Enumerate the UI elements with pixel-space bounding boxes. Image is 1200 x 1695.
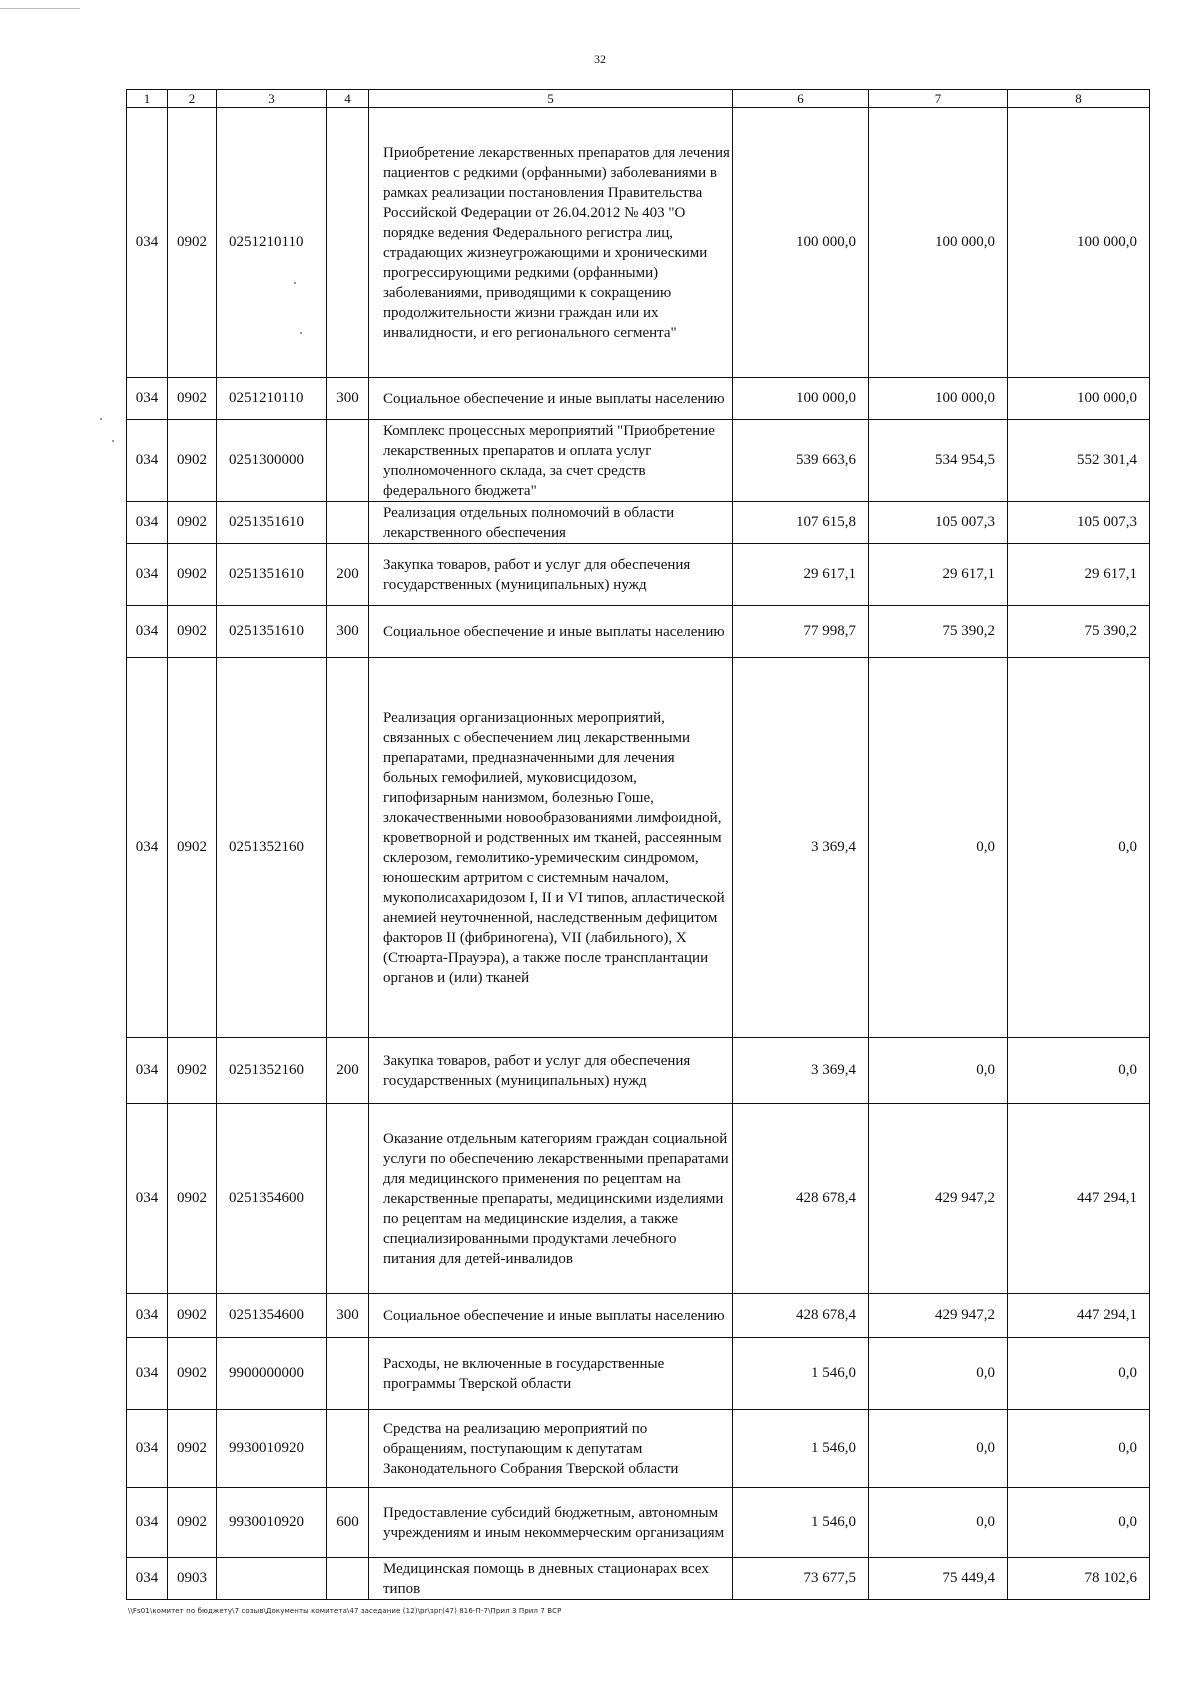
cell-amount-col8: 0,0	[1008, 1410, 1150, 1488]
cell-section: 0902	[168, 108, 217, 378]
cell-section: 0902	[168, 606, 217, 658]
footer-file-path: \\Fs01\комитет по бюджету\7 созыв\Документы комитета\47 заседание (12)\pr\зрг(47) 816-П-7\Прил 3 Прил 7 ВСР	[128, 1607, 562, 1615]
cell-target-article: 0251352160	[217, 1038, 327, 1104]
table-row	[127, 544, 1150, 606]
cell-expense-type	[327, 1410, 369, 1488]
table-row	[127, 658, 1150, 1038]
cell-section: 0902	[168, 378, 217, 420]
column-header: 6	[733, 90, 869, 108]
cell-amount-col6: 1 546,0	[733, 1488, 869, 1558]
page-number: 32	[594, 52, 606, 66]
cell-section: 0902	[168, 1038, 217, 1104]
cell-amount-col7: 0,0	[869, 1338, 1008, 1410]
cell-ministry: 034	[127, 502, 168, 544]
cell-ministry: 034	[127, 1410, 168, 1488]
table-row	[127, 420, 1150, 502]
cell-expense-type: 200	[327, 544, 369, 606]
cell-amount-col8: 0,0	[1008, 1338, 1150, 1410]
cell-amount-col6: 1 546,0	[733, 1410, 869, 1488]
cell-description: Закупка товаров, работ и услуг для обеспечения государственных (муниципальных) нужд	[369, 1038, 733, 1104]
cell-amount-col6: 1 546,0	[733, 1338, 869, 1410]
cell-target-article: 0251210110	[217, 108, 327, 378]
cell-ministry: 034	[127, 1038, 168, 1104]
table-row	[127, 1038, 1150, 1104]
cell-amount-col8: 75 390,2	[1008, 606, 1150, 658]
cell-amount-col7: 534 954,5	[869, 420, 1008, 502]
cell-section: 0902	[168, 1488, 217, 1558]
cell-target-article: 0251352160	[217, 658, 327, 1038]
cell-target-article: 0251354600	[217, 1104, 327, 1294]
cell-ministry: 034	[127, 108, 168, 378]
cell-section: 0902	[168, 544, 217, 606]
cell-amount-col8: 100 000,0	[1008, 108, 1150, 378]
cell-target-article: 0251351610	[217, 606, 327, 658]
column-header: 1	[127, 90, 168, 108]
cell-amount-col6: 100 000,0	[733, 378, 869, 420]
cell-section: 0902	[168, 502, 217, 544]
cell-target-article: 9930010920	[217, 1488, 327, 1558]
cell-description: Социальное обеспечение и иные выплаты населению	[369, 606, 733, 658]
cell-ministry: 034	[127, 1558, 168, 1600]
cell-amount-col7: 100 000,0	[869, 378, 1008, 420]
cell-description: Реализация отдельных полномочий в области лекарственного обеспечения	[369, 502, 733, 544]
column-header: 2	[168, 90, 217, 108]
column-header: 4	[327, 90, 369, 108]
cell-description: Реализация организационных мероприятий, связанных с обеспечением лиц лекарственными препаратами, предназначенными для лечения больных гемофилией, муковисцидозом, гипофизарным нанизмом, болезнью Гоше, злокачественными новообразованиями лимфоидной, кроветворной и родственных им тканей, рассеянным склерозом, гемолитико-уремическим синдромом, юношеским артритом с системным началом, мукополисахаридозом I, II и VI типов, апластической анемией неуточненной, наследственным дефицитом факторов II (фибриногена), VII (лабильного), X (Стюарта-Прауэра), а также после трансплантации органов и (или) тканей	[369, 658, 733, 1038]
cell-target-article	[217, 1558, 327, 1600]
table-row	[127, 1558, 1150, 1600]
cell-amount-col6: 539 663,6	[733, 420, 869, 502]
table-row	[127, 378, 1150, 420]
cell-target-article: 0251300000	[217, 420, 327, 502]
column-header: 8	[1008, 90, 1150, 108]
cell-expense-type: 300	[327, 378, 369, 420]
cell-amount-col8: 100 000,0	[1008, 378, 1150, 420]
cell-description: Социальное обеспечение и иные выплаты населению	[369, 1294, 733, 1338]
table-row	[127, 502, 1150, 544]
cell-amount-col6: 428 678,4	[733, 1104, 869, 1294]
cell-ministry: 034	[127, 606, 168, 658]
table-row	[127, 1294, 1150, 1338]
cell-amount-col7: 0,0	[869, 658, 1008, 1038]
cell-amount-col7: 429 947,2	[869, 1104, 1008, 1294]
cell-amount-col6: 107 615,8	[733, 502, 869, 544]
cell-description: Средства на реализацию мероприятий по обращениям, поступающим к депутатам Законодательного Собрания Тверской области	[369, 1410, 733, 1488]
cell-description: Медицинская помощь в дневных стационарах всех типов	[369, 1558, 733, 1600]
cell-expense-type: 200	[327, 1038, 369, 1104]
cell-expense-type	[327, 1558, 369, 1600]
cell-amount-col6: 428 678,4	[733, 1294, 869, 1338]
cell-ministry: 034	[127, 1338, 168, 1410]
cell-amount-col7: 0,0	[869, 1410, 1008, 1488]
cell-section: 0902	[168, 1338, 217, 1410]
cell-amount-col6: 29 617,1	[733, 544, 869, 606]
cell-expense-type	[327, 1338, 369, 1410]
cell-amount-col6: 3 369,4	[733, 1038, 869, 1104]
cell-description: Приобретение лекарственных препаратов для лечения пациентов с редкими (орфанными) заболеваниями в рамках реализации постановления Правительства Российской Федерации от 26.04.2012 № 403 "О порядке ведения Федерального регистра лиц, страдающих жизнеугрожающими и хроническими прогрессирующими редкими (орфанными) заболеваниями, приводящими к сокращению продолжительности жизни граждан или их инвалидности, и его регионального сегмента"	[369, 108, 733, 378]
cell-target-article: 0251210110	[217, 378, 327, 420]
cell-description: Комплекс процессных мероприятий "Приобретение лекарственных препаратов и оплата услуг уполномоченного склада, за счет средств федерального бюджета"	[369, 420, 733, 502]
cell-description: Закупка товаров, работ и услуг для обеспечения государственных (муниципальных) нужд	[369, 544, 733, 606]
cell-ministry: 034	[127, 378, 168, 420]
cell-amount-col7: 75 390,2	[869, 606, 1008, 658]
cell-amount-col8: 0,0	[1008, 1488, 1150, 1558]
cell-expense-type	[327, 1104, 369, 1294]
cell-expense-type	[327, 108, 369, 378]
cell-amount-col8: 78 102,6	[1008, 1558, 1150, 1600]
cell-target-article: 9900000000	[217, 1338, 327, 1410]
cell-section: 0902	[168, 1294, 217, 1338]
scan-speck	[112, 440, 114, 442]
cell-ministry: 034	[127, 1488, 168, 1558]
column-header: 5	[369, 90, 733, 108]
cell-amount-col8: 0,0	[1008, 658, 1150, 1038]
cell-ministry: 034	[127, 544, 168, 606]
cell-description: Расходы, не включенные в государственные программы Тверской области	[369, 1338, 733, 1410]
cell-section: 0902	[168, 1104, 217, 1294]
cell-amount-col8: 29 617,1	[1008, 544, 1150, 606]
cell-ministry: 034	[127, 658, 168, 1038]
table-row	[127, 108, 1150, 378]
cell-target-article: 0251354600	[217, 1294, 327, 1338]
cell-description: Социальное обеспечение и иные выплаты населению	[369, 378, 733, 420]
cell-amount-col6: 3 369,4	[733, 658, 869, 1038]
cell-amount-col7: 0,0	[869, 1488, 1008, 1558]
cell-expense-type	[327, 502, 369, 544]
cell-target-article: 0251351610	[217, 544, 327, 606]
cell-amount-col6: 77 998,7	[733, 606, 869, 658]
cell-amount-col7: 429 947,2	[869, 1294, 1008, 1338]
cell-amount-col7: 29 617,1	[869, 544, 1008, 606]
table-row	[127, 1104, 1150, 1294]
cell-amount-col6: 73 677,5	[733, 1558, 869, 1600]
cell-section: 0903	[168, 1558, 217, 1600]
scan-corner-mark	[0, 0, 80, 9]
cell-description: Оказание отдельным категориям граждан социальной услуги по обеспечению лекарственными препаратами для медицинского применения по рецептам на лекарственные препараты, медицинскими изделиями по рецептам на медицинские изделия, а также специализированными продуктами лечебного питания для детей-инвалидов	[369, 1104, 733, 1294]
table-row	[127, 606, 1150, 658]
column-header: 7	[869, 90, 1008, 108]
cell-ministry: 034	[127, 1294, 168, 1338]
budget-table	[126, 89, 1150, 1600]
cell-amount-col7: 75 449,4	[869, 1558, 1008, 1600]
table-row	[127, 1410, 1150, 1488]
cell-amount-col7: 0,0	[869, 1038, 1008, 1104]
column-header: 3	[217, 90, 327, 108]
cell-expense-type: 300	[327, 606, 369, 658]
cell-expense-type	[327, 420, 369, 502]
cell-amount-col8: 447 294,1	[1008, 1294, 1150, 1338]
table-row	[127, 1488, 1150, 1558]
cell-amount-col8: 105 007,3	[1008, 502, 1150, 544]
scan-speck	[100, 418, 102, 420]
table-header-row	[127, 90, 1150, 108]
cell-amount-col8: 447 294,1	[1008, 1104, 1150, 1294]
cell-amount-col8: 0,0	[1008, 1038, 1150, 1104]
cell-amount-col7: 105 007,3	[869, 502, 1008, 544]
cell-section: 0902	[168, 658, 217, 1038]
cell-description: Предоставление субсидий бюджетным, автономным учреждениям и иным некоммерческим организациям	[369, 1488, 733, 1558]
cell-section: 0902	[168, 420, 217, 502]
cell-target-article: 9930010920	[217, 1410, 327, 1488]
cell-ministry: 034	[127, 1104, 168, 1294]
cell-amount-col6: 100 000,0	[733, 108, 869, 378]
cell-amount-col8: 552 301,4	[1008, 420, 1150, 502]
cell-target-article: 0251351610	[217, 502, 327, 544]
cell-expense-type	[327, 658, 369, 1038]
table-row	[127, 1338, 1150, 1410]
cell-amount-col7: 100 000,0	[869, 108, 1008, 378]
cell-expense-type: 300	[327, 1294, 369, 1338]
cell-section: 0902	[168, 1410, 217, 1488]
cell-ministry: 034	[127, 420, 168, 502]
cell-expense-type: 600	[327, 1488, 369, 1558]
